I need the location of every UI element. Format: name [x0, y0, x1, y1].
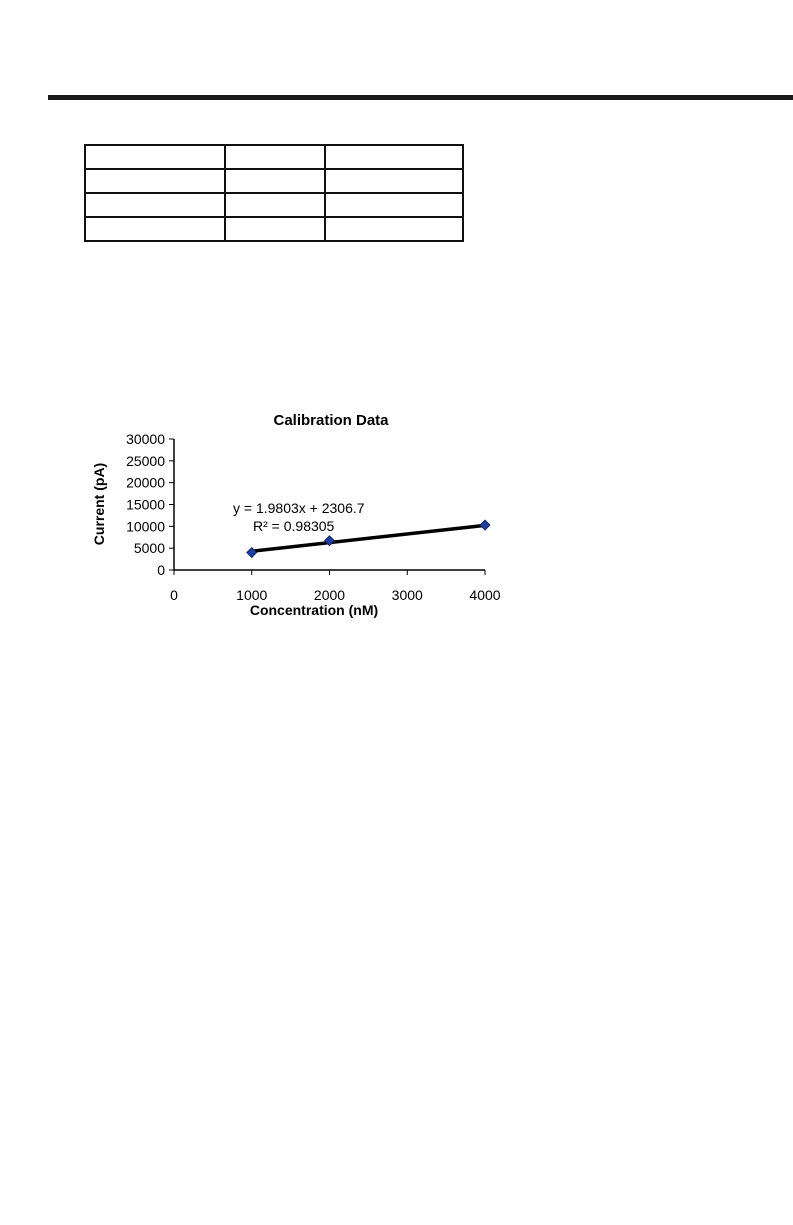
table-row [85, 169, 463, 193]
table-cell [85, 193, 225, 217]
table-cell [325, 217, 463, 241]
table-cell [225, 217, 325, 241]
y-tick-label: 30000 [126, 431, 165, 447]
chart-title: Calibration Data [273, 412, 389, 429]
table-row [85, 217, 463, 241]
table-cell [325, 145, 463, 169]
table-cell [85, 169, 225, 193]
table-row [85, 193, 463, 217]
x-tick-label: 2000 [313, 587, 346, 603]
y-axis-label: Current (pA) [91, 462, 107, 546]
top-rule [48, 95, 793, 100]
x-axis-label: Concentration (nM) [249, 602, 379, 618]
y-tick-label: 0 [157, 562, 165, 578]
trendline-equation: y = 1.9803x + 2306.7 [233, 500, 365, 516]
y-tick-label: 20000 [126, 474, 165, 491]
table-cell [325, 193, 463, 217]
data-table [84, 144, 464, 242]
y-tick-label: 10000 [126, 518, 165, 535]
x-tick-label: 4000 [469, 587, 501, 603]
y-tick-label: 25000 [126, 452, 165, 469]
table-cell [225, 169, 325, 193]
table-row [85, 145, 463, 169]
y-tick-label: 5000 [133, 540, 165, 557]
calibration-chart [80, 400, 520, 630]
y-tick-label: 15000 [126, 496, 165, 513]
x-tick-label: 0 [170, 587, 178, 603]
data-point-marker [480, 520, 490, 530]
table-cell [85, 145, 225, 169]
x-tick-label: 1000 [236, 587, 268, 603]
r-squared-label: R² = 0.98305 [253, 518, 335, 534]
data-point-marker [247, 548, 257, 558]
table-cell [85, 217, 225, 241]
x-tick-label: 3000 [391, 587, 423, 603]
table-cell [225, 145, 325, 169]
table-cell [225, 193, 325, 217]
table-cell [325, 169, 463, 193]
